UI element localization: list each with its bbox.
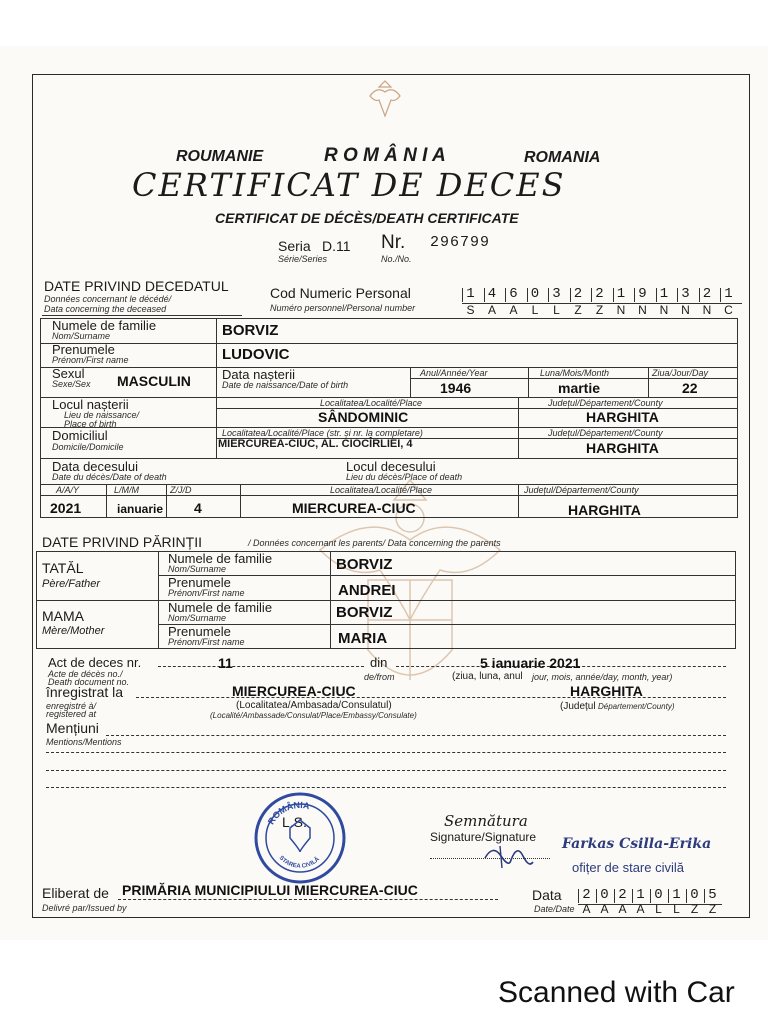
issue-date-letter: A [582,902,591,916]
pob-sub1: Lieu de naissance/ [64,410,140,420]
mother-firstname-sub: Prénom/First name [168,637,245,647]
mother-sub: Mère/Mother [42,625,105,637]
date-header-day: Z/J/D [170,485,192,495]
series-label: Seria [278,238,311,254]
cell-separator [527,288,528,302]
series-sub: Série/Series [278,254,328,264]
date-hint: (ziua, luna, anul [452,671,523,682]
handwritten-signature [480,836,540,872]
cnp-digit: 2 [573,286,583,302]
father-surname-sub: Nom/Surname [168,564,227,574]
cell-separator [704,889,705,903]
country-en: ROMANIA [524,149,601,166]
domicile-address: MIERCUREA-CIUC, AL. CIOCÎRLIEI, 4 [218,438,413,450]
din-sub: de/from [364,672,395,682]
cnp-label: Cod Numeric Personal [270,285,411,301]
stamp-bottom-text: STAREA CIVILĂ [277,855,321,870]
locality-hint-tr: (Localité/Ambassade/Consulat/Place/Embassy/Consulate) [210,711,417,720]
registered-sub1: enregistré à/ [46,701,97,711]
cnp-digit: 1 [724,286,733,302]
domicile-label: Domiciliul [52,428,108,443]
surname-label: Numele de familie [52,318,157,333]
cnp-letter: N [616,303,626,317]
month-header: Luna/Mois/Month [540,368,610,378]
country-fr: ROUMANIE [176,148,264,165]
mother-firstname-label: Prenumele [168,624,231,639]
cnp-digit: 3 [681,286,690,302]
sex-sub: Sexe/Sex [52,379,91,389]
cell-separator [570,288,571,302]
death-day: 4 [194,500,202,516]
pob-label: Locul nașterii [52,397,129,412]
emblem-icon [365,78,405,120]
firstname-sub: Prénom/First name [52,355,129,365]
registered-sub2: registered at [46,709,97,719]
act-date: 5 ianuarie 2021 [480,655,581,671]
cnp-letter-row [462,303,742,317]
cnp-digit: 9 [638,286,647,302]
county-hint: (Județul [560,701,596,712]
cell-separator [634,288,635,302]
death-place: MIERCUREA-CIUC [292,500,416,516]
cell-separator [686,889,687,903]
birth-county: HARGHITA [586,409,659,425]
issue-date-digit: 0 [654,887,663,903]
cell-separator [578,889,579,903]
cnp-digit: 4 [487,286,497,302]
birth-year: 1946 [440,380,472,396]
document-subtitle: CERTIFICAT DE DÉCÈS/DEATH CERTIFICATE [215,210,519,226]
mother-surname: BORVIZ [336,604,393,621]
cnp-letter: N [659,303,669,317]
date-header-month: L/M/M [114,485,140,495]
act-sub2: Death document no. [48,677,130,687]
nr-value: 296799 [430,234,491,251]
cell-separator [650,889,651,903]
issue-date-letter: A [600,902,609,916]
cell-separator [462,288,463,302]
deceased-section-title: DATE PRIVIND DECEDATUL [44,278,229,294]
death-month: ianuarie [117,502,164,516]
signature-sub: Signature/Signature [430,830,537,844]
stamp-top-text: ROMÂNIA [265,799,311,827]
cell-separator [668,889,669,903]
act-label: Act de deces nr. [48,655,142,670]
issue-date-digit: 2 [582,887,591,903]
document-title: CERTIFICAT DE DECES [132,166,566,204]
father-surname-label: Numele de familie [168,551,273,566]
issue-date-letter: Z [708,902,717,916]
deceased-firstname: LUDOVIC [222,346,290,363]
deceased-section-sub2: Data concerning the deceased [44,304,167,314]
date-header-year: A/A/Y [56,485,80,495]
cell-separator [591,288,592,302]
issue-date-letter: L [655,902,662,916]
cell-separator [632,889,633,903]
father-firstname-sub: Prénom/First name [168,588,245,598]
cell-separator [548,288,549,302]
mother-label: MAMA [42,608,84,624]
cnp-sub: Numéro personnel/Personal number [270,303,416,313]
issue-date-letter-row [578,902,722,916]
dod-sub: Date du décès/Date of death [52,472,167,482]
cnp-digit: 1 [659,286,669,302]
signature-label: Semnătura [444,812,528,830]
issued-by: PRIMĂRIA MUNICIPIULUI MIERCUREA-CIUC [122,882,418,898]
date-label: Data [532,887,562,903]
cnp-letter: L [531,303,539,317]
domicile-county: HARGHITA [586,440,659,456]
dod-label: Data decesului [52,459,138,474]
year-header: Anul/Année/Year [420,368,488,378]
din-label: din [370,655,388,670]
series-value: D.11 [322,238,351,254]
cell-separator [677,288,678,302]
cnp-letter: S [466,303,475,317]
date-hint-tr: jour, mois, année/day, month, year) [532,672,673,682]
death-locality-header: Localitatea/Localité/Place [330,485,433,495]
birth-month: martie [558,380,601,396]
cnp-digit: 1 [616,286,626,302]
issue-date-digit: 0 [690,887,699,903]
country-ro: R O M Â N I A [324,145,446,166]
cnp-digit-row [462,285,742,304]
domicile-county-header: Județul/Département/County [548,428,663,438]
dob-label: Data nașterii [222,367,295,382]
death-county: HARGHITA [568,502,641,518]
mentions-label: Mențiuni [46,720,99,736]
parents-section-title: DATE PRIVIND PĂRINȚII [42,534,202,550]
father-firstname: ANDREI [338,582,396,599]
cnp-letter: Z [574,303,582,317]
cell-separator [613,288,614,302]
cell-separator [614,889,615,903]
dob-sub: Date de naissance/Date of birth [222,380,349,390]
birth-locality-header: Localitatea/Localité/Place [320,398,423,408]
birth-county-header: Județul/Département/County [548,398,663,408]
cell-separator [596,889,597,903]
issue-date-letter: A [636,902,645,916]
cell-separator [699,288,700,302]
parents-section-sub: / Données concernant les parents/ Data concerning the parents [248,538,501,548]
issue-date-digit: 5 [708,887,717,903]
official-stamp-icon [252,790,348,886]
surname-sub: Nom/Surname [52,331,111,341]
mother-surname-sub: Nom/Surname [168,613,227,623]
death-county-header: Județul/Département/County [524,485,639,495]
date-sub: Date/Date [534,904,575,914]
deceased-sex: MASCULIN [117,373,191,389]
cell-separator [656,288,657,302]
deceased-section-sub1: Données concernant le décédé/ [44,294,172,304]
father-firstname-label: Prenumele [168,575,231,590]
registered-county: HARGHITA [570,683,643,699]
firstname-label: Prenumele [52,342,115,357]
issued-sub: Delivré par/Issued by [42,903,127,913]
cnp-letter: N [638,303,647,317]
issue-date-letter: L [673,902,680,916]
place-death-label: Locul decesului [346,459,436,474]
registered-label: înregistrat la [46,684,124,700]
cell-separator [720,288,721,302]
father-sub: Père/Father [42,578,101,590]
nr-sub: No./No. [381,254,412,264]
cnp-digit: 2 [702,286,712,302]
cnp-letter: N [702,303,712,317]
mother-firstname: MARIA [338,630,388,647]
cnp-letter: L [553,303,560,317]
death-year: 2021 [50,500,82,516]
mentions-sub: Mentions/Mentions [46,737,122,747]
issue-date-digit: 0 [600,887,609,903]
act-sub1: Acte de décès no./ [48,669,123,679]
cell-separator [505,288,506,302]
cnp-letter: Z [595,303,604,317]
cell-separator [484,288,485,302]
deceased-surname: BORVIZ [222,322,279,339]
birth-day: 22 [682,380,698,396]
cnp-letter: N [681,303,690,317]
issue-date-digit: 1 [636,887,645,903]
act-number: 11 [218,655,233,671]
scan-watermark-text: Scanned with Car [498,976,735,1009]
issued-label: Eliberat de [42,885,109,901]
nr-label: Nr. [381,232,406,253]
sex-label: Sexul [52,366,85,381]
cnp-letter: C [724,303,733,317]
cnp-digit: 2 [595,286,604,302]
mother-surname-label: Numele de familie [168,600,273,615]
signer-name: Farkas Csilla-Erika [562,836,712,852]
issue-date-digit: 1 [672,887,681,903]
domicile-header: Localitatea/Localité/Place (str. și nr. la completare) [222,428,423,438]
cnp-letter: A [509,303,518,317]
place-death-sub: Lieu du décès/Place of death [346,472,463,482]
birth-place: SÂNDOMINIC [318,409,409,425]
issue-date-letter: Z [690,902,699,916]
issue-date-letter: A [618,902,627,916]
cnp-digit: 6 [509,286,518,302]
father-surname: BORVIZ [336,556,393,573]
cnp-letter: A [487,303,496,317]
issue-date-digit: 2 [618,887,627,903]
day-header: Ziua/Jour/Day [652,368,709,378]
cnp-digit: 0 [530,286,540,302]
registered-place: MIERCUREA-CIUC [232,683,356,699]
locality-hint: (Localitatea/Ambasada/Consulatul) [236,700,392,711]
ls-label: L.S. [282,814,307,830]
cnp-digit: 1 [466,286,475,302]
signer-title: ofițer de stare civilă [572,860,684,875]
father-label: TATĂL [42,560,84,576]
county-hint-tr: Département/County) [598,702,675,711]
pob-sub2: Place of birth [64,419,117,429]
cnp-digit: 3 [552,286,561,302]
domicile-sub: Domicile/Domicile [52,442,124,452]
